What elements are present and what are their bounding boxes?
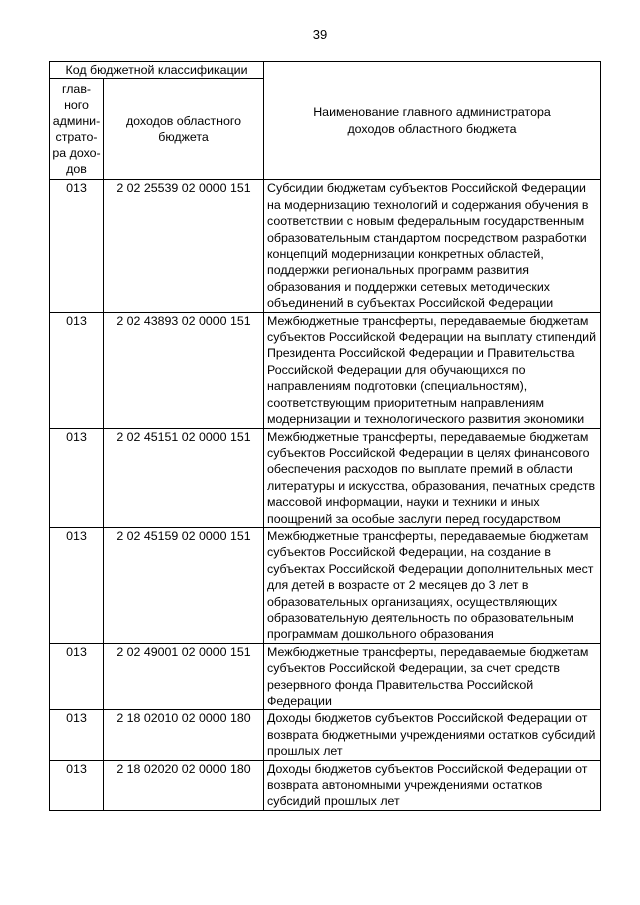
admin-code-cell: 013	[50, 312, 104, 428]
header-chief-administrator: глав- ного админи- страто- ра дохо- дов	[50, 79, 104, 180]
admin-code-cell: 013	[50, 527, 104, 643]
income-name-cell: Межбюджетные трансферты, передаваемые бюджетам субъектов Российской Федерации, на создание в субъектах Российской Федерации дополнительных мест для детей в возрасте от 2 месяцев до 3 лет в образовательных организациях, осуществляющих образовательную деятельность по образовательным программам дошкольного образования	[264, 527, 601, 643]
table-header-row-group	[50, 62, 601, 79]
table-row	[50, 760, 601, 810]
income-code-cell: 2 18 02020 02 0000 180	[104, 760, 264, 810]
header-administrator-name: Наименование главного администратора доходов областного бюджета	[264, 62, 601, 180]
income-code-cell: 2 02 45159 02 0000 151	[104, 527, 264, 643]
table-row	[50, 180, 601, 312]
admin-code-cell: 013	[50, 710, 104, 760]
income-code-cell: 2 02 25539 02 0000 151	[104, 180, 264, 312]
table-row	[50, 710, 601, 760]
income-code-cell: 2 18 02010 02 0000 180	[104, 710, 264, 760]
income-code-cell: 2 02 49001 02 0000 151	[104, 643, 264, 710]
table-row	[50, 428, 601, 527]
admin-code-cell: 013	[50, 180, 104, 312]
income-name-cell: Межбюджетные трансферты, передаваемые бюджетам субъектов Российской Федерации в целях финансового обеспечения расходов по выплате премий в области литературы и искусства, образования, печатных средств массовой информации, науки и техники и иных поощрений за особые заслуги перед государством	[264, 428, 601, 527]
header-regional-budget-income: доходов областного бюджета	[104, 79, 264, 180]
admin-code-cell: 013	[50, 760, 104, 810]
income-name-cell: Межбюджетные трансферты, передаваемые бюджетам субъектов Российской Федерации на выплату стипендий Президента Российской Федерации и Правительства Российской Федерации для обучающихся по направлениям подготовки (специальностям), соответствующим приоритетным направлениям модернизации и технологического развития экономики	[264, 312, 601, 428]
income-name-cell: Доходы бюджетов субъектов Российской Федерации от возврата бюджетными учреждениями остатков субсидий прошлых лет	[264, 710, 601, 760]
admin-code-cell: 013	[50, 643, 104, 710]
page-number: 39	[312, 27, 328, 42]
table-row	[50, 643, 601, 710]
income-code-cell: 2 02 43893 02 0000 151	[104, 312, 264, 428]
income-code-cell: 2 02 45151 02 0000 151	[104, 428, 264, 527]
table-row	[50, 312, 601, 428]
income-name-cell: Межбюджетные трансферты, передаваемые бюджетам субъектов Российской Федерации, за счет средств резервного фонда Правительства Российской Федерации	[264, 643, 601, 710]
header-budget-classification-code: Код бюджетной классификации	[50, 62, 264, 79]
table-row	[50, 527, 601, 643]
income-name-cell: Субсидии бюджетам субъектов Российской Федерации на модернизацию технологий и содержания обучения в соответствии с новым федеральным государственным образовательным стандартом посредством разработки концепций модернизации конкретных областей, поддержки региональных программ развития образования и поддержки сетевых методических объединений в субъектах Российской Федерации	[264, 180, 601, 312]
budget-classification-table	[49, 61, 601, 811]
income-name-cell: Доходы бюджетов субъектов Российской Федерации от возврата автономными учреждениями остатков субсидий прошлых лет	[264, 760, 601, 810]
admin-code-cell: 013	[50, 428, 104, 527]
